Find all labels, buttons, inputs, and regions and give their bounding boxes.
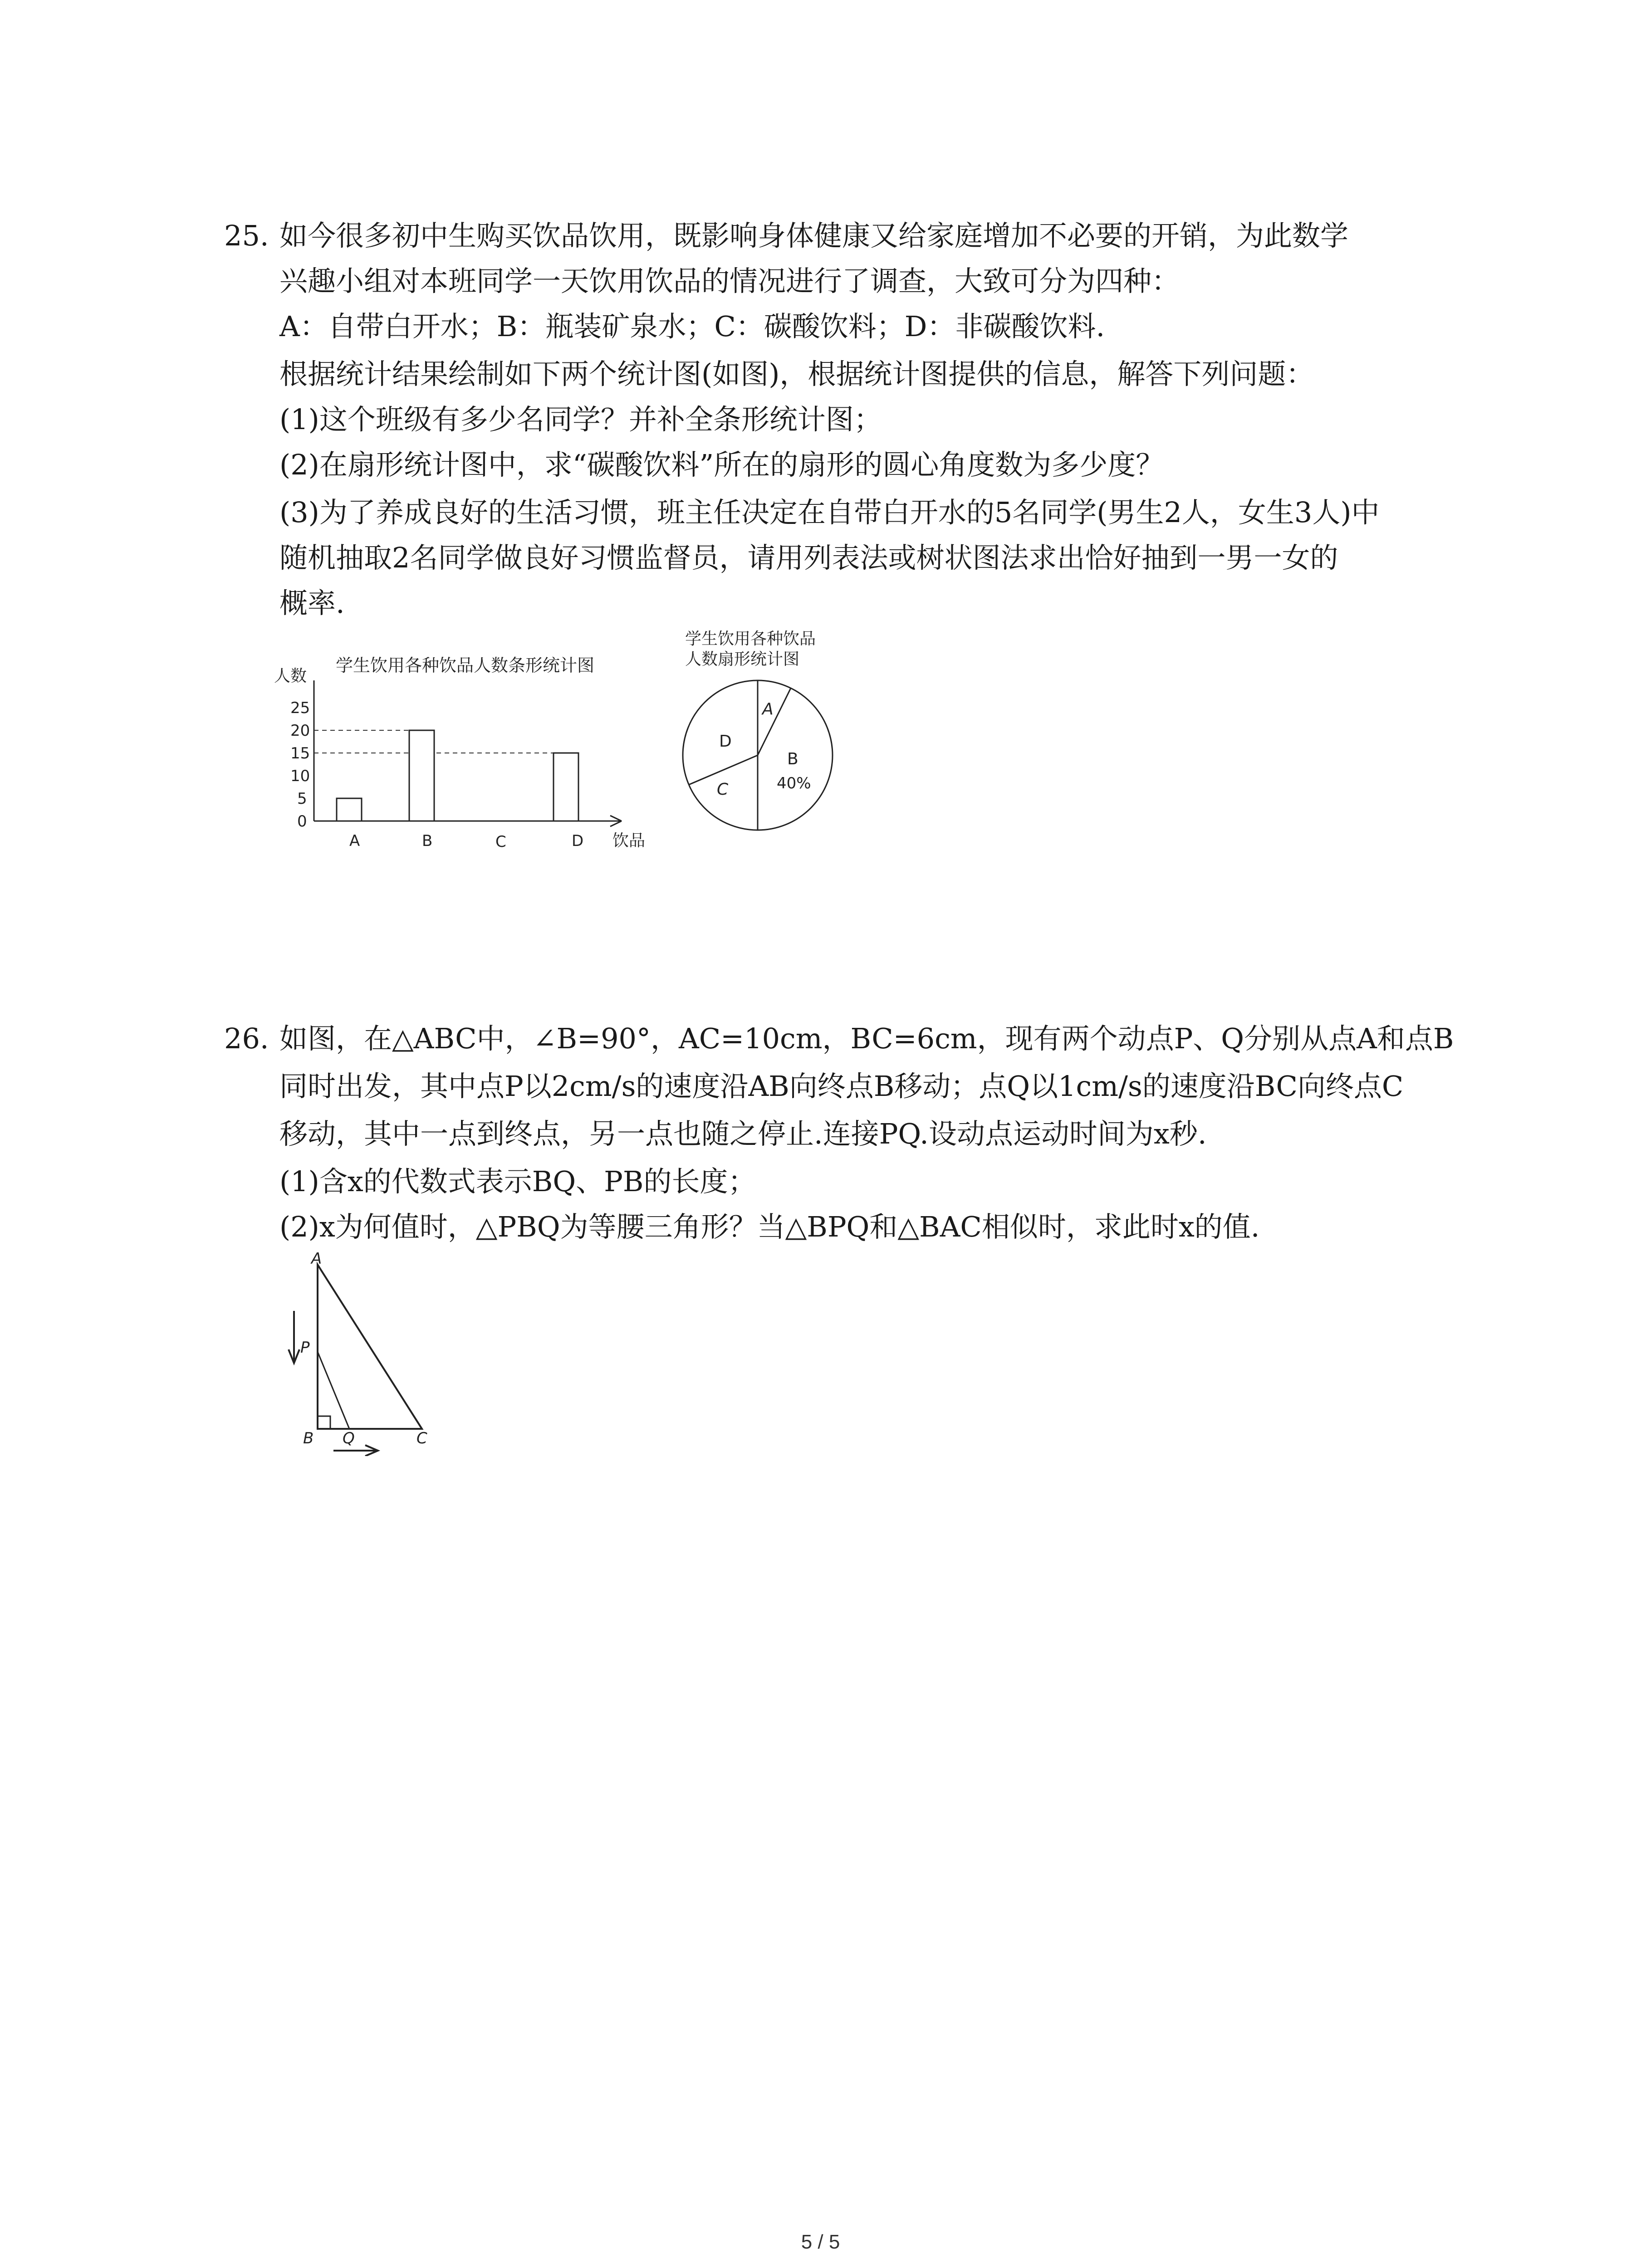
point-label-q: Q xyxy=(343,1429,355,1447)
question-text-line: 如今很多初中生购买饮品饮用，既影响身体健康又给家庭增加不必要的开销，为此数学 xyxy=(279,219,1349,252)
bar-b xyxy=(409,730,434,821)
bar-d xyxy=(554,753,578,821)
y-tick-label: 0 xyxy=(297,812,307,831)
y-tick-label: 15 xyxy=(290,744,310,763)
y-tick-label: 25 xyxy=(290,699,310,717)
question-number: 25. xyxy=(224,219,269,252)
pie-divider xyxy=(758,688,791,755)
slice-label-a: A xyxy=(762,700,774,719)
pie-title-line-1: 学生饮用各种饮品 xyxy=(685,630,816,648)
question-text-line: 兴趣小组对本班同学一天饮用饮品的情况进行了调查，大致可分为四种： xyxy=(279,264,1180,298)
x-axis-label: 饮品 xyxy=(612,831,646,850)
x-tick-label: A xyxy=(349,832,360,850)
vertex-label-c: C xyxy=(416,1429,427,1447)
question-text-line: 概率. xyxy=(279,587,345,620)
question-text-line: 随机抽取2名同学做良好习惯监督员，请用列表法或树状图法求出恰好抽到一男一女的 xyxy=(279,541,1338,574)
y-tick-label: 20 xyxy=(290,722,310,740)
question-text-line: (1)含x的代数式表示BQ、PB的长度； xyxy=(279,1165,756,1198)
triangle-figure xyxy=(272,1252,463,1456)
bar-chart xyxy=(272,644,681,862)
question-text-line: 移动，其中一点到终点，另一点也随之停止.连接PQ.设动点运动时间为x秒. xyxy=(279,1117,1207,1150)
y-axis-label: 人数 xyxy=(274,667,307,685)
x-tick-label: D xyxy=(572,832,584,850)
bar-a xyxy=(337,798,362,821)
question-number: 26. xyxy=(224,1022,269,1055)
slice-label-b: B xyxy=(787,750,798,768)
pie-title-line-2: 人数扇形统计图 xyxy=(685,650,800,669)
vertex-label-b: B xyxy=(303,1429,314,1447)
question-text-line: (2)在扇形统计图中，求“碳酸饮料”所在的扇形的圆心角度数为多少度？ xyxy=(279,448,1164,481)
triangle-abc xyxy=(318,1265,422,1429)
segment-pq xyxy=(318,1352,349,1429)
vertex-label-a: A xyxy=(311,1252,322,1268)
point-label-p: P xyxy=(300,1339,310,1357)
question-text-line: 如图，在△ABC中，∠B=90°，AC=10cm，BC=6cm，现有两个动点P、Q分别从点A和点B xyxy=(279,1022,1454,1055)
question-text-line: (2)x为何值时，△PBQ为等腰三角形？当△BPQ和△BAC相似时，求此时x的值. xyxy=(279,1210,1260,1243)
x-tick-label: C xyxy=(495,833,506,851)
question-text-line: (3)为了养成良好的生活习惯，班主任决定在自带白开水的5名同学(男生2人，女生3人)中 xyxy=(279,496,1380,529)
y-tick-label: 10 xyxy=(290,767,310,785)
x-tick-label: B xyxy=(422,832,433,850)
slice-label-c: C xyxy=(717,780,729,799)
question-text-line: 根据统计结果绘制如下两个统计图(如图)，根据统计图提供的信息，解答下列问题： xyxy=(279,357,1314,391)
slice-label-b-percent: 40% xyxy=(777,774,811,792)
slice-label-d: D xyxy=(719,732,732,751)
chart-title: 学生饮用各种饮品人数条形统计图 xyxy=(336,655,595,675)
right-angle-mark xyxy=(318,1416,330,1429)
page-number: 5 / 5 xyxy=(801,2231,840,2253)
question-text-line: A：自带白开水；B：瓶装矿泉水；C：碳酸饮料；D：非碳酸饮料. xyxy=(279,310,1105,343)
question-text-line: (1)这个班级有多少名同学？并补全条形统计图； xyxy=(279,403,882,436)
pie-chart xyxy=(676,621,867,835)
question-text-line: 同时出发，其中点P以2cm/s的速度沿AB向终点B移动；点Q以1cm/s的速度沿BC向终点C xyxy=(279,1070,1404,1103)
y-tick-label: 5 xyxy=(297,790,307,808)
